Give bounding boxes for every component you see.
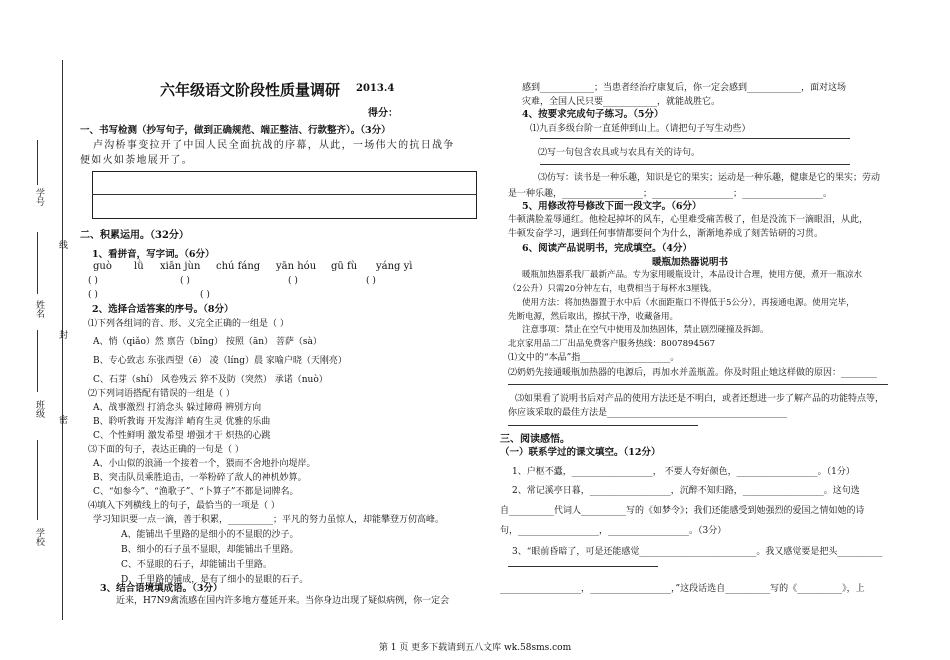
- q2-3-option-b: B、突击队员乘胜追击，一举粉碎了敌人的神机妙算。: [93, 473, 307, 483]
- pinyin-3: xiān jùn: [160, 261, 201, 272]
- question-5-heading: 5、用修改符号修改下面一段文字。（6分）: [522, 201, 702, 212]
- q4-3-prompt-line2: 是一种乐趣，__________________；__________________；__________________。: [508, 189, 833, 199]
- question-4-heading: 4、按要求完成句子练习。（5分）: [522, 109, 664, 120]
- reading-q1: 1、户枢不蠹，__________________， 不要人夸好颜色，__________________。（1分）: [512, 467, 855, 477]
- pinyin-answer-2[interactable]: ( ): [180, 276, 190, 286]
- manual-title: 暖瓶加热器说明书: [652, 257, 729, 268]
- manual-p3: 注意事项：禁止在空气中使用及加热固体，禁止剧烈碰撞及拆卸。: [522, 325, 769, 335]
- reading-q3-answer-line[interactable]: [508, 566, 658, 567]
- q6-3-answer-line[interactable]: [508, 425, 698, 426]
- question-6-heading: 6、阅读产品说明书，完成填空。（4分）: [522, 243, 692, 254]
- pinyin-answer-5[interactable]: ( ): [88, 290, 98, 300]
- q2-3-option-a: A、小山似的浪涌一个接着一个，猥而不舍地扑向堤岸。: [93, 459, 316, 469]
- question-2-heading: 2、选择合适答案的序号。（8分）: [92, 304, 234, 315]
- q4-2-answer-line[interactable]: [540, 164, 850, 165]
- q6-3-prompt-line1: ⑶如果看了说明书后对产品的使用方法还是不明白，或者还想进一步了解产品的功能特点等，: [515, 394, 885, 404]
- q2-1-option-c: C、石芽（shí） 风卷残云 猝不及防（突然） 承诺（nuò）: [93, 375, 328, 385]
- q2-1-option-b: B、专心致志 东张西望（ē） 凌（líng）晨 家喻户晓（天刚亮）: [93, 356, 347, 366]
- binding-line: [62, 60, 63, 620]
- section-1-text-line2: 便如火如荼地展开了。: [80, 155, 193, 166]
- question-3-text: 近来，H7N9禽流感在国内许多地方蔓延开来。当你身边出现了疑似病例，你一定会: [116, 596, 450, 606]
- margin-line-char: 线: [57, 240, 67, 249]
- margin-class-label: 班级: [34, 400, 44, 418]
- pinyin-5: yān hóu: [276, 261, 317, 272]
- q2-4-text: 学习知识要一点一滴，善于积累，__________；平凡的努力虽惊人，却能攀登万仞高峰。: [93, 515, 445, 525]
- q2-1-prompt: ⑴下列各组词的音、形、义完全正确的一组是（ ）: [88, 319, 289, 329]
- section-1-text-line1: 卢沟桥事变拉开了中国人民全面抗战的序幕，从此，一场伟大的抗日战争: [93, 140, 455, 151]
- section-1-heading: 一、书写检测（抄写句子，做到正确规范、端正整洁、行款整齐）。（3分）: [80, 125, 391, 136]
- reading-q2-line2: 自__________代词人__________写的《如梦令》；我们还能感受到她强烈的爱国之情如她的诗: [500, 506, 865, 516]
- q6-3-prompt-line2: 你应该采取的最佳方法是________________________________________: [508, 408, 788, 418]
- pinyin-answer-6[interactable]: ( ): [200, 290, 210, 300]
- manual-p1-line2: （2公升）只需20分钟左右，电费相当于每杯水3厘钱。: [508, 284, 717, 294]
- manual-p1-line1: 暖瓶加热器系我厂最新产品。专为家用暖瓶设计，本品设计合理，使用方便，煮开一瓶凉水: [522, 270, 863, 280]
- q2-2-option-a: A、战事激烈 打消念头 躲过障碍 辨别方向: [93, 403, 262, 413]
- writing-box[interactable]: [92, 171, 477, 219]
- q2-4-option-d: D、千里路的铺成，是有了细小的显眼的石子。: [121, 575, 309, 585]
- page-footer: 第 1 页 更多下载请到五八文库 wk.58sms.com: [378, 643, 572, 653]
- q5-text-line2: 牛顿发奋学习，遇到任何事情都要问个为什么，渐渐地养成了刻苦钻研的习贯。: [508, 229, 824, 239]
- question-3-heading: 3、结合语境填成语。（3分）: [100, 583, 223, 594]
- pinyin-7: yáng yì: [376, 261, 413, 272]
- pinyin-4: chú fáng: [216, 261, 261, 272]
- reading-q2-line3: 句，__________________，__________________。（3分）: [500, 526, 727, 536]
- section-3-subheading: （一）联系学过的课文填空。（12分）: [500, 447, 661, 458]
- pinyin-answer-1[interactable]: ( ): [88, 276, 98, 286]
- q2-3-prompt: ⑶下面的句子，表达正确的一句是（ ）: [88, 445, 244, 455]
- pinyin-2: lǜ: [134, 261, 144, 272]
- pinyin-answer-3[interactable]: ( ): [288, 276, 298, 286]
- section-3-heading: 三、阅读感悟。: [500, 434, 570, 445]
- school-blank: [37, 440, 38, 520]
- margin-mi-char: 密: [57, 415, 67, 424]
- q3-continuation-line1: 感到____________；当患者经治疗康复后，你一定会感到____________，面对这场: [522, 83, 847, 93]
- q6-1-prompt: ⑴文中的“本品”指____________________。: [508, 353, 680, 363]
- manual-p4: 北京家用品二厂出品免费客户服务热线：8007894567: [508, 339, 716, 349]
- pinyin-answer-4[interactable]: ( ): [366, 276, 376, 286]
- pinyin-1: guò: [93, 261, 112, 272]
- q2-2-option-b: B、聆听教诲 开发海洋 峭育生灵 优雅的乐曲: [93, 417, 271, 427]
- q4-2-prompt: ⑵写一句包含农具或与农具有关的诗句。: [538, 148, 701, 158]
- margin-student-no-label: 学号: [34, 188, 44, 206]
- margin-seal-char: 封: [57, 330, 67, 339]
- q2-3-option-c: C、“如参今”、“渔歌子”、“卜算子”不都是词牌名。: [93, 487, 299, 497]
- q2-2-prompt: ⑵下列词语搭配有错误的一组是（ ）: [88, 389, 235, 399]
- q3-continuation-line2: 灾难，全国人民只要____________，就能战胜它。: [522, 97, 721, 107]
- manual-p2-line1: 使用方法：将加热器置于水中后（水面距瓶口不得低于5公分），再接通电源。使用完毕，: [522, 298, 855, 308]
- question-1-heading: 1、看拼音，写字词。（6分）: [92, 249, 215, 260]
- exam-title: 六年级语文阶段性质量调研: [160, 81, 341, 99]
- manual-p2-line2: 先断电源，然后取出，擦拭干净，收藏备用。: [508, 312, 679, 322]
- q4-3-prompt-line1: ⑶仿写：读书是一种乐趣，知识是它的果实；运动是一种乐趣，健康是它的果实；劳动: [538, 173, 881, 183]
- q4-1-prompt: ⑴九百多级台阶一直延伸到山上。（请把句子写生动些）: [530, 124, 751, 134]
- margin-name-label: 姓名: [34, 300, 44, 318]
- q5-text-line1: 牛顿满脸羞辱通红。他检起掉坏的风车，心里难受痛苦极了，但是没流下一滴眼泪，从此，: [508, 215, 869, 225]
- exam-date: 2013.4: [356, 83, 395, 94]
- score-label: 得分：: [368, 108, 398, 119]
- section-2-heading: 二、积累运用。（32分）: [80, 230, 189, 241]
- reading-q3-line2: __________________，__________________，”这段话选自__________写的《__________》，上: [500, 584, 865, 594]
- pinyin-6: gū fù: [331, 261, 358, 272]
- q2-2-option-c: C、个性鲜明 激发希望 增强才干 炽热的心跳: [93, 431, 271, 441]
- q6-2-prompt: ⑵奶奶先接通暖瓶加热器的电源后，再加水并盖瓶盖。你及时阻止她这样做的原因：________: [508, 368, 878, 378]
- q2-4-prompt: ⑷填入下列横线上的句子，最恰当的一项是（ ）: [88, 501, 280, 511]
- q2-4-option-b: B、细小的石子虽不显眼，却能铺出千里路。: [121, 545, 299, 555]
- reading-q2-line1: 2、常记溪亭日暮，__________________，沉醉不知归路，__________________。这句选: [512, 486, 860, 496]
- margin-school-label: 学校: [34, 528, 44, 546]
- student-no-blank: [37, 140, 38, 185]
- q6-2-answer-line[interactable]: [508, 384, 888, 385]
- q2-1-option-a: A、悄（qiǎo）然 禀告（bǐng） 按照（ān） 菩萨（sà）: [93, 337, 322, 347]
- q2-4-option-a: A、能铺出千里路的是细小的不显眼的沙子。: [121, 530, 299, 540]
- q4-1-answer-line[interactable]: [540, 138, 850, 139]
- q2-4-option-c: C、不显眼的石子，却能铺出千里路。: [121, 560, 272, 570]
- reading-q3-line1: 3、“眼前昏暗了，可是还能感觉__________________________。我又感觉要是把头__________: [512, 547, 883, 557]
- name-blank: [37, 232, 38, 294]
- class-blank: [37, 330, 38, 392]
- writing-box-divider: [92, 194, 477, 195]
